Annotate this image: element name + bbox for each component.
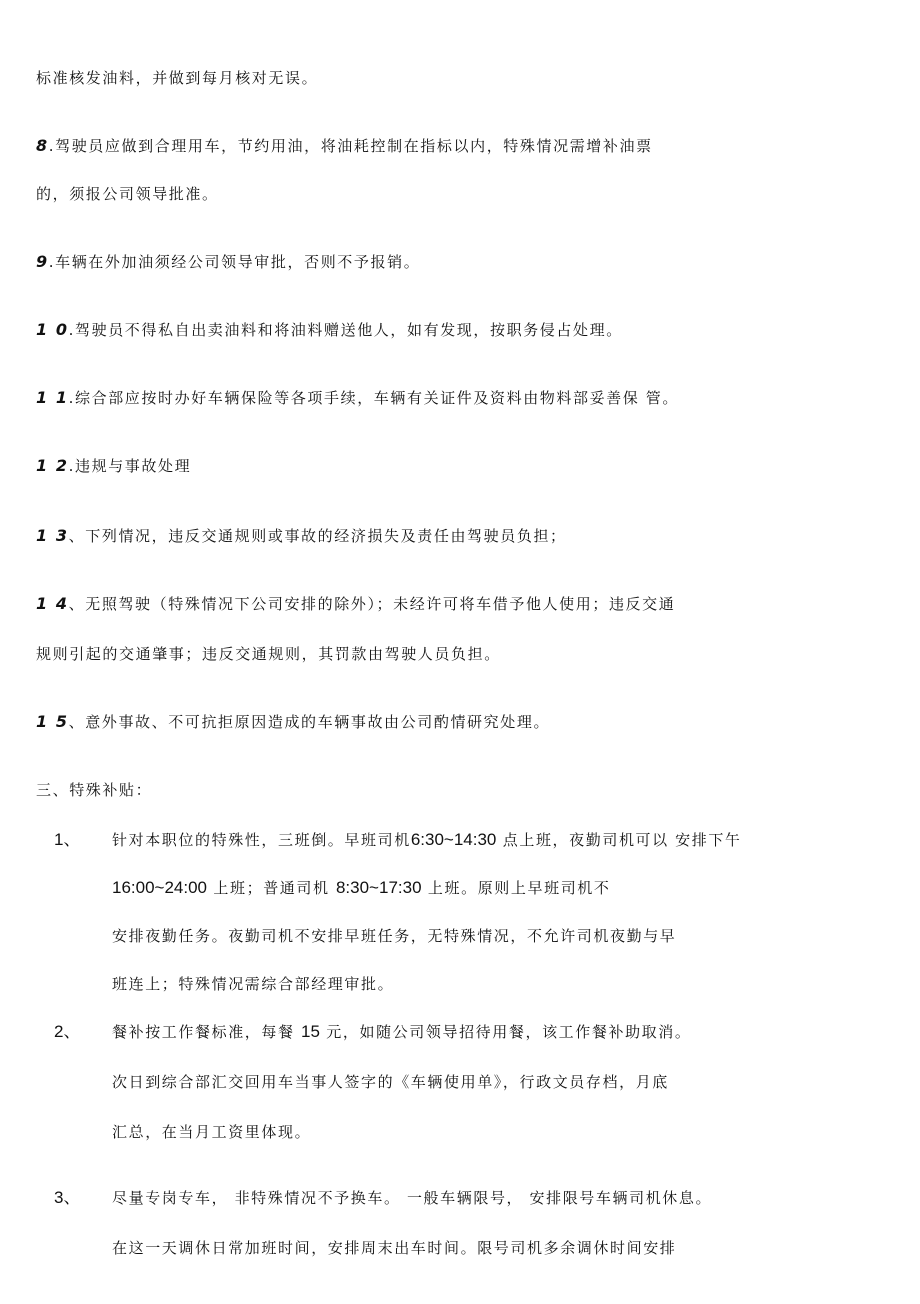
- item-text: 针对本职位的特殊性，三班倒。早班司机: [112, 831, 411, 849]
- item-text: 餐补按工作餐标准，每餐: [112, 1023, 295, 1041]
- item-3-line-1: [112, 1188, 712, 1208]
- paragraph-text: .驾驶员应做到合理用车，节约用油，将油耗控制在指标以内，特殊情况需增补油票: [48, 137, 653, 155]
- paragraph-10: [36, 320, 623, 340]
- amount: 15: [300, 1022, 320, 1041]
- item-number: 1 1: [36, 388, 69, 407]
- paragraph-text: 、无照驾驶（特殊情况下公司安排的除外）；未经许可将车借予他人使用；违反交通: [68, 595, 676, 613]
- item-2-line-3: [112, 1122, 311, 1142]
- item-text: 汇总，在当月工资里体现。: [112, 1123, 312, 1141]
- item-3-line-2: [112, 1238, 676, 1258]
- item-number: 1 4: [36, 594, 69, 613]
- item-2-line-2: [112, 1072, 669, 1092]
- paragraph-text: .综合部应按时办好车辆保险等各项手续，车辆有关证件及资料由物料部妥善保 管。: [68, 389, 679, 407]
- list-number-1: 1、: [54, 830, 81, 849]
- paragraph-text: .违规与事故处理: [68, 457, 192, 475]
- item-text: 尽量专岗专车， 非特殊情况不予换车。 一般车辆限号， 安排限号车辆司机休息。: [112, 1189, 713, 1207]
- item-text: 在这一天调休日常加班时间，安排周末出车时间。限号司机多余调休时间安排: [112, 1239, 677, 1257]
- paragraph-8: [36, 136, 653, 156]
- item-text: 元，如随公司领导招待用餐，该工作餐补助取消。: [326, 1023, 692, 1041]
- paragraph-text: 规则引起的交通肇事；违反交通规则，其罚款由驾驶人员负担。: [36, 645, 501, 663]
- paragraph-text: 的，须报公司领导批准。: [36, 185, 219, 203]
- item-text: 上班。原则上早班司机不: [427, 879, 611, 897]
- paragraph-text: .驾驶员不得私自出卖油料和将油料赠送他人，如有发现，按职务侵占处理。: [68, 321, 623, 339]
- item-text: 点上班，夜勤司机可以 安排下午: [502, 831, 742, 849]
- paragraph-text: 标准核发油料，并做到每月核对无误。: [36, 69, 319, 87]
- item-2-line-1: [112, 1022, 691, 1042]
- item-number: 1 2: [36, 456, 69, 475]
- item-text: 班连上；特殊情况需综合部经理审批。: [112, 975, 395, 993]
- paragraph-8-continued: [36, 184, 219, 204]
- time-range: 8:30~17:30: [335, 878, 422, 897]
- paragraph-11: [36, 388, 679, 408]
- paragraph-12: [36, 456, 191, 476]
- paragraph-14: [36, 594, 675, 614]
- paragraph-13: [36, 526, 567, 546]
- time-range: 6:30~14:30: [410, 830, 497, 849]
- paragraph-9: [36, 252, 420, 272]
- list-number-3: 3、: [54, 1188, 81, 1207]
- item-number: 1 3: [36, 526, 69, 545]
- section-title: 三、特殊补贴：: [36, 781, 153, 799]
- list-number-2: 2、: [54, 1022, 81, 1041]
- item-text: 上班；普通司机: [213, 879, 330, 897]
- item-1-line-1: [112, 830, 742, 850]
- paragraph-14-continued: [36, 644, 501, 664]
- paragraph-text: 、意外事故、不可抗拒原因造成的车辆事故由公司酌情研究处理。: [68, 713, 551, 731]
- item-text: 次日到综合部汇交回用车当事人签字的《车辆使用单》，行政文员存档，月底: [112, 1073, 669, 1091]
- item-text: 安排夜勤任务。夜勤司机不安排早班任务，无特殊情况，不允许司机夜勤与早: [112, 927, 677, 945]
- item-number: 1 5: [36, 712, 69, 731]
- paragraph-intro: [36, 68, 318, 88]
- paragraph-15: [36, 712, 550, 732]
- item-1-line-4: [112, 974, 394, 994]
- item-1-line-2: [112, 878, 611, 898]
- paragraph-text: 、下列情况，违反交通规则或事故的经济损失及责任由驾驶员负担；: [68, 527, 567, 545]
- item-number: 1 0: [36, 320, 69, 339]
- section-heading: [36, 780, 152, 800]
- paragraph-text: .车辆在外加油须经公司领导审批，否则不予报销。: [48, 253, 421, 271]
- item-number: 9: [36, 252, 49, 271]
- item-number: 8: [36, 136, 49, 155]
- time-range: 16:00~24:00: [112, 878, 208, 897]
- item-1-line-3: [112, 926, 676, 946]
